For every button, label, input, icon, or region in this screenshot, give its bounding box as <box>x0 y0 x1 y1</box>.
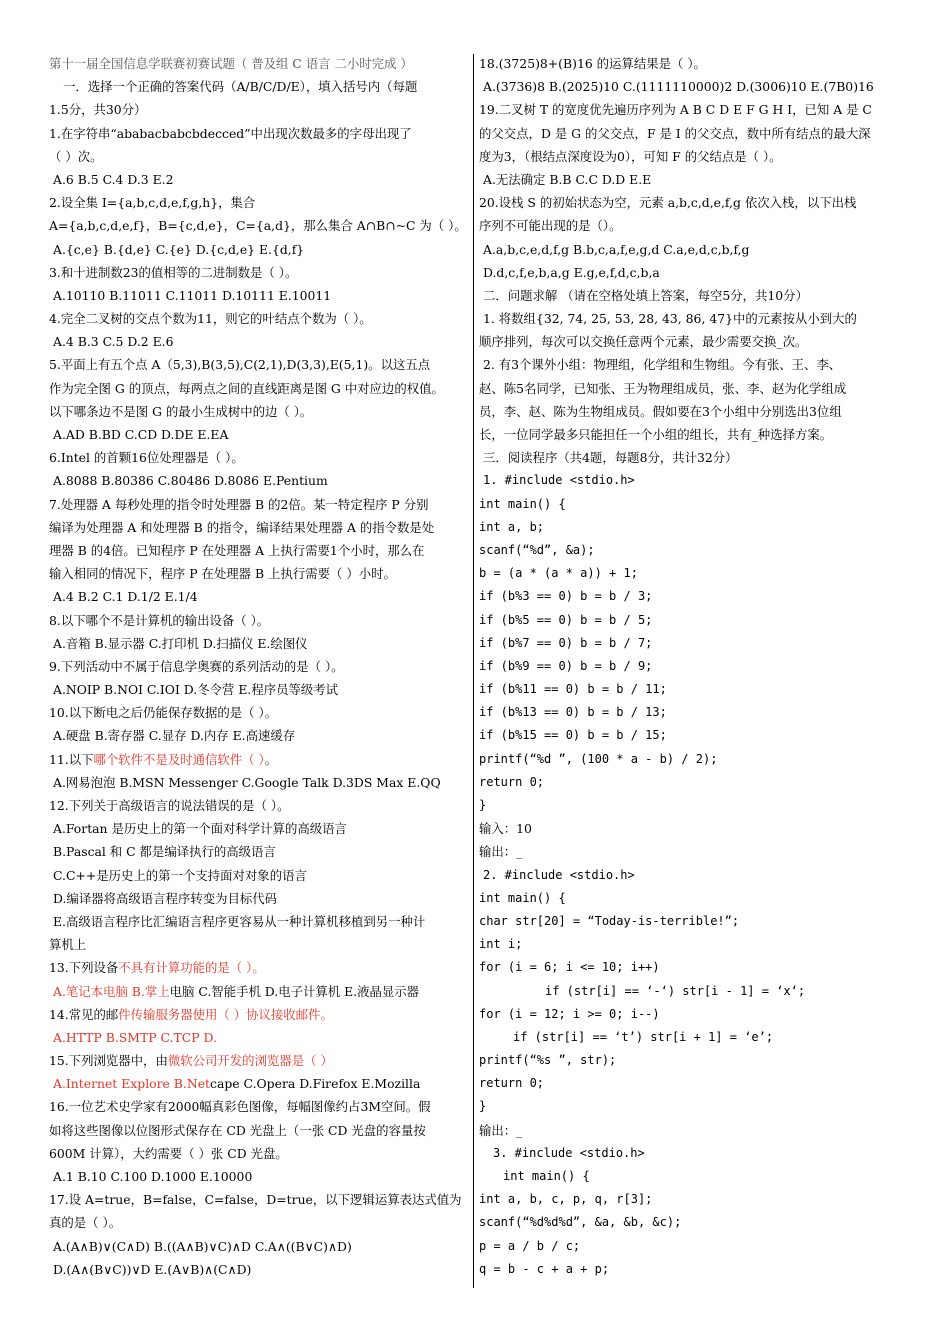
right-line <box>479 214 907 237</box>
left-line <box>49 956 469 979</box>
left-line <box>49 910 469 933</box>
right-line <box>479 261 907 284</box>
right-line <box>479 446 907 469</box>
right-line <box>479 1165 907 1188</box>
right-line <box>479 75 907 98</box>
left-line <box>49 933 469 956</box>
line-text: 10.以下断电之后仍能保存数据的是（ ）。 <box>49 705 278 721</box>
line-text: 输入：10 <box>479 821 532 837</box>
right-line <box>479 794 907 817</box>
line-text: printf(“%s ”, str); <box>479 1053 617 1068</box>
left-line <box>49 678 469 701</box>
right-line <box>479 1188 907 1211</box>
left-line <box>49 1165 469 1188</box>
line-text: A={a,b,c,d,e,f}，B={c,d,e}，C={a,d}，那么集合 A∩B∩~C 为（ ）。 <box>49 218 467 234</box>
left-line <box>49 446 469 469</box>
line-text: 9.下列活动中不属于信息学奥赛的系列活动的是（ ）。 <box>49 658 344 674</box>
right-line <box>479 724 907 747</box>
line-text: 3.和十进制数23的值相等的二进制数是（ ）。 <box>49 264 298 280</box>
right-line <box>479 956 907 979</box>
left-line <box>49 493 469 516</box>
left-line <box>49 145 469 168</box>
right-line <box>479 748 907 771</box>
left-line <box>49 817 469 840</box>
line-text: A.AD B.BD C.CD D.DE E.EA <box>53 427 229 442</box>
right-line <box>479 609 907 632</box>
left-line <box>49 794 469 817</box>
right-line <box>479 423 907 446</box>
right-line <box>479 122 907 145</box>
right-line <box>479 145 907 168</box>
highlighted-text: A.HTTP B.SMTP C.TCP D. <box>53 1029 217 1045</box>
line-text: int a, b; <box>479 519 545 534</box>
right-line <box>479 377 907 400</box>
left-line <box>49 307 469 330</box>
line-text: 员，李、赵、陈为生物组成员。假如要在3个小组中分别选出3位组 <box>479 403 842 419</box>
line-text: A.NOIP B.NOI C.IOI D.冬令营 E.程序员等级考试 <box>53 682 339 698</box>
line-text: A.8088 B.80386 C.80486 D.8086 E.Pentium <box>53 473 328 489</box>
line-text: 2.设全集 I={a,b,c,d,e,f,g,h}，集合 <box>49 195 256 211</box>
line-text: 18.(3725)8+(B)16 的运算结果是（ ）。 <box>479 56 706 71</box>
right-line <box>479 238 907 261</box>
line-text: 长，一位同学最多只能担任一个小组的组长，共有_种选择方案。 <box>479 427 833 442</box>
line-text: 二．问题求解 （请在空格处填上答案，每空5分，共10分） <box>483 287 808 303</box>
left-line <box>49 980 469 1003</box>
left-line <box>49 238 469 261</box>
line-text: （ ）次。 <box>49 148 103 164</box>
left-line <box>49 1258 469 1281</box>
line-text: int i; <box>479 937 523 952</box>
left-line <box>49 701 469 724</box>
line-text: if (b%11 == 0) b = b / 11; <box>479 682 667 697</box>
left-line <box>49 75 469 98</box>
line-text: 一．选择一个正确的答案代码（A/B/C/D/E），填入括号内（每题 <box>63 79 418 95</box>
left-line <box>49 1235 469 1258</box>
right-line <box>479 1095 907 1118</box>
line-text: A.网易泡泡 B.MSN Messenger C.Google Talk D.3DS Max E.QQ <box>53 774 441 790</box>
left-line <box>49 191 469 214</box>
highlighted-text: 哪个软件不是及时通信软件（ ） <box>93 751 265 767</box>
line-text: A.硬盘 B.寄存器 C.显存 D.内存 E.高速缓存 <box>53 728 296 744</box>
right-line <box>479 632 907 655</box>
right-line <box>479 1258 907 1281</box>
right-line <box>479 1026 907 1049</box>
right-line <box>479 330 907 353</box>
left-line <box>49 771 469 794</box>
line-text: 赵、陈5名同学，已知张、王为物理组成员，张、李、赵为化学组成 <box>479 380 847 396</box>
left-line <box>49 1188 469 1211</box>
line-text: scanf(“%d”, &a); <box>479 542 595 557</box>
right-line <box>479 168 907 191</box>
line-text: 2. #include <stdio.h> <box>483 867 635 882</box>
line-text: 4.完全二叉树的交点个数为11，则它的叶结点个数为（ ）。 <box>49 311 372 327</box>
line-text: A.无法确定 B.B C.C D.D E.E <box>483 171 652 187</box>
right-line <box>479 840 907 863</box>
line-text: 3. #include <stdio.h> <box>493 1145 645 1160</box>
highlighted-text: 微软公司开发的浏览器是（ ） <box>167 1053 333 1069</box>
line-text: 20.设栈 S 的初始状态为空，元素 a,b,c,d,e,f,g 依次入栈，以下出栈 <box>479 195 857 211</box>
left-line <box>49 168 469 191</box>
left-column <box>49 52 469 1281</box>
line-text: } <box>479 798 487 812</box>
left-line <box>49 1211 469 1234</box>
left-line <box>49 585 469 608</box>
line-text: 1. 将数组{32, 74, 25, 53, 28, 43, 86, 47}中的元素按从小到大的 <box>483 311 857 327</box>
exam-page <box>49 52 907 1292</box>
left-line <box>49 400 469 423</box>
left-line <box>49 261 469 284</box>
line-text: 16.一位艺术史学家有2000幅真彩色图像，每幅图像约占3M空间。假 <box>49 1099 431 1115</box>
line-text: 如将这些图像以位图形式保存在 CD 光盘上（一张 CD 光盘的容量按 <box>49 1122 426 1138</box>
line-text: 序列不可能出现的是（）。 <box>479 218 622 234</box>
line-text: p = a / b / c; <box>479 1238 581 1253</box>
left-line <box>49 1072 469 1095</box>
line-text: 600M 计算），大约需要（ ）张 CD 光盘。 <box>49 1145 288 1161</box>
left-line <box>49 423 469 446</box>
line-text: D.(A∧(B∨C))∨D E.(A∨B)∧(C∧D) <box>53 1261 252 1277</box>
right-line <box>479 52 907 75</box>
left-line <box>49 1119 469 1142</box>
left-line <box>49 377 469 400</box>
right-line <box>479 910 907 933</box>
line-text: 的父交点，D 是 G 的父交点，F 是 I 的父交点，数中所有结点的最大深 <box>479 125 871 141</box>
right-line <box>479 516 907 539</box>
line-text: if (str[i] == ‘t’) str[i + 1] = ‘e’; <box>513 1029 774 1044</box>
line-text: int main() { <box>479 890 566 905</box>
line-text: 8.以下哪个不是计算机的输出设备（ ）。 <box>49 612 270 628</box>
left-line <box>49 52 469 75</box>
line-text: 7.处理器 A 每秒处理的指令时处理器 B 的2倍。某一特定程序 P 分别 <box>49 496 429 512</box>
left-line <box>49 469 469 492</box>
line-text: 11.以下 <box>49 751 94 767</box>
line-text: for (i = 6; i <= 10; i++) <box>479 960 660 975</box>
left-line <box>49 330 469 353</box>
right-line <box>479 1003 907 1026</box>
line-text: A.a,b,c,e,d,f,g B.b,c,a,f,e,g,d C.a,e,d,c,b,f,g <box>483 241 750 257</box>
right-column <box>479 52 907 1281</box>
right-line <box>479 1049 907 1072</box>
right-line <box>479 191 907 214</box>
line-text: A.(3736)8 B.(2025)10 C.(1111110000)2 D.(3006)10 E.(7B0)16 <box>483 79 874 95</box>
right-line <box>479 284 907 307</box>
line-text: 14.常见的邮 <box>49 1006 119 1022</box>
right-line <box>479 933 907 956</box>
right-line <box>479 400 907 423</box>
right-line <box>479 887 907 910</box>
line-text: A.音箱 B.显示器 C.打印机 D.扫描仪 E.绘图仪 <box>53 635 308 651</box>
left-line <box>49 122 469 145</box>
line-text: A.4 B.2 C.1 D.1/2 E.1/4 <box>53 589 198 605</box>
line-text: for (i = 12; i >= 0; i--) <box>479 1006 660 1021</box>
line-text: E.高级语言程序比汇编语言程序更容易从一种计算机移植到另一种计 <box>53 913 426 929</box>
right-line <box>479 493 907 516</box>
line-text: 输出：_ <box>479 1122 523 1138</box>
right-line <box>479 1119 907 1142</box>
right-line <box>479 1211 907 1234</box>
line-text: return 0; <box>479 1076 545 1091</box>
left-line <box>49 632 469 655</box>
line-text-tail: cape C.Opera D.Firefox E.Mozilla <box>210 1076 421 1092</box>
left-line <box>49 609 469 632</box>
line-text: int main() { <box>503 1169 590 1183</box>
right-line <box>479 678 907 701</box>
line-text: 17.设 A=true，B=false，C=false，D=true，以下逻辑运算表达式值为 <box>49 1192 462 1208</box>
left-line <box>49 516 469 539</box>
line-text: if (b%7 == 0) b = b / 7; <box>479 635 653 650</box>
line-text: int a, b, c, p, q, r[3]; <box>479 1192 653 1207</box>
line-text-tail: 。 <box>264 751 278 767</box>
left-line <box>49 840 469 863</box>
left-line <box>49 1003 469 1026</box>
line-text: 1.在字符串“ababacbabcbdecced”中出现次数最多的字母出现了 <box>49 125 412 141</box>
line-text: printf(“%d ”, (100 * a - b) / 2); <box>479 751 718 766</box>
right-line <box>479 771 907 794</box>
line-text: } <box>479 1099 487 1114</box>
line-text: 12.下列关于高级语言的说法错误的是（ ）。 <box>49 798 290 813</box>
right-line <box>479 307 907 330</box>
left-line <box>49 1049 469 1072</box>
left-line <box>49 214 469 237</box>
line-text: 以下哪条边不是图 G 的最小生成树中的边（ ）。 <box>49 403 313 419</box>
line-text: B.Pascal 和 C 都是编译执行的高级语言 <box>53 844 276 860</box>
line-text: D.d,c,f,e,b,a,g E.g,e,f,d,c,b,a <box>483 264 660 280</box>
left-line <box>49 539 469 562</box>
line-text: 1. #include <stdio.h> <box>483 473 635 488</box>
line-text: 顺序排列，每次可以交换任意两个元素，最少需要交换_次。 <box>479 334 808 350</box>
line-text: scanf(“%d%d%d”, &a, &b, &c); <box>479 1215 682 1230</box>
line-text: 1.5分，共30分） <box>49 102 147 118</box>
line-text: 编译为处理器 A 和处理器 B 的指令，编译结果处理器 A 的指令数是处 <box>49 519 435 535</box>
right-line <box>479 1235 907 1258</box>
line-text: A.{c,e} B.{d,e} C.{e} D.{c,d,e} E.{d,f} <box>53 241 305 257</box>
right-line <box>479 817 907 840</box>
left-line <box>49 1142 469 1165</box>
line-text: int main() { <box>479 496 566 511</box>
line-text: D.编译器将高级语言程序转变为目标代码 <box>53 890 278 906</box>
line-text: return 0; <box>479 774 545 789</box>
line-text: A.1 B.10 C.100 D.1000 E.10000 <box>53 1169 253 1184</box>
highlighted-text: A.笔记本电脑 B.掌上 <box>53 983 170 999</box>
line-text: if (b%13 == 0) b = b / 13; <box>479 705 667 720</box>
line-text: 2. 有3个课外小组：物理组，化学组和生物组。今有张、王、李、 <box>483 357 842 373</box>
line-text: 5.平面上有五个点 A（5,3),B(3,5),C(2,1),D(3,3),E(5,1)。以这五点 <box>49 357 431 373</box>
highlighted-text: A.Internet Explore B.Net <box>53 1076 211 1092</box>
right-line <box>479 98 907 121</box>
line-text: C.C++是历史上的第一个支持面对对象的语言 <box>53 867 307 883</box>
line-text: if (b%3 == 0) b = b / 3; <box>479 589 653 604</box>
line-text: 6.Intel 的首颗16位处理器是（ ）。 <box>49 450 244 466</box>
line-text: A.(A∧B)∨(C∧D) B.((A∧B)∨C)∧D C.A∧((B∨C)∧D) <box>53 1238 352 1254</box>
left-line <box>49 353 469 376</box>
right-line <box>479 864 907 887</box>
left-line <box>49 887 469 910</box>
right-line <box>479 1142 907 1165</box>
line-text: q = b - c + a + p; <box>479 1261 610 1276</box>
line-text: char str[20] = “Today-is-terrible!”; <box>479 913 740 928</box>
column-divider <box>473 54 474 1288</box>
left-line <box>49 284 469 307</box>
highlighted-text: 件传输服务器使用（ ）协议接收邮件。 <box>118 1006 333 1022</box>
line-text-tail: 电脑 C.智能手机 D.电子计算机 E.液晶显示器 <box>169 983 420 999</box>
line-text: 输入相同的情况下，程序 P 在处理器 B 上执行需要（ ）小时。 <box>49 566 396 582</box>
left-line <box>49 864 469 887</box>
right-line <box>479 1072 907 1095</box>
left-line <box>49 1026 469 1049</box>
line-text: if (str[i] == ‘-‘) str[i - 1] = ‘x‘; <box>545 983 806 998</box>
highlighted-text: 不具有计算功能的是（ ）。 <box>118 960 265 976</box>
line-text: b = (a * (a * a)) + 1; <box>479 566 638 581</box>
right-line <box>479 353 907 376</box>
left-line <box>49 748 469 771</box>
right-line <box>479 562 907 585</box>
right-line <box>479 980 907 1003</box>
line-text: 度为3，（根结点深度设为0），可知 F 的父结点是（ ）。 <box>479 148 782 164</box>
left-line <box>49 724 469 747</box>
line-text: 真的是（ ）。 <box>49 1215 122 1231</box>
left-line <box>49 98 469 121</box>
line-text: if (b%9 == 0) b = b / 9; <box>479 658 653 673</box>
line-text: 15.下列浏览器中，由 <box>49 1053 168 1069</box>
right-line <box>479 655 907 678</box>
line-text: 理器 B 的4倍。已知程序 P 在处理器 A 上执行需要1个小时，那么在 <box>49 542 425 558</box>
line-text: 作为完全图 G 的顶点，每两点之间的直线距离是图 G 中对应边的权值。 <box>49 380 444 396</box>
right-line <box>479 539 907 562</box>
right-line <box>479 701 907 724</box>
line-text: A.Fortan 是历史上的第一个面对科学计算的高级语言 <box>53 821 347 837</box>
right-line <box>479 469 907 492</box>
left-line <box>49 1095 469 1118</box>
line-text: 三．阅读程序（共4题，每题8分，共计32分） <box>483 450 738 466</box>
left-line <box>49 562 469 585</box>
line-text: A.6 B.5 C.4 D.3 E.2 <box>53 171 174 187</box>
line-text: 19.二叉树 T 的宽度优先遍历序列为 A B C D E F G H I，已知 A 是 C <box>479 102 872 118</box>
line-text: if (b%15 == 0) b = b / 15; <box>479 728 667 743</box>
left-line <box>49 655 469 678</box>
line-text: 13.下列设备 <box>49 960 119 976</box>
right-line <box>479 585 907 608</box>
line-text: 第十一届全国信息学联赛初赛试题（ 普及组 C 语言 二小时完成 ） <box>49 56 413 71</box>
line-text: 算机上 <box>49 937 87 953</box>
line-text: if (b%5 == 0) b = b / 5; <box>479 612 653 627</box>
line-text: A.4 B.3 C.5 D.2 E.6 <box>53 334 174 350</box>
line-text: A.10110 B.11011 C.11011 D.10111 E.10011 <box>53 287 332 303</box>
line-text: 输出：_ <box>479 844 523 860</box>
